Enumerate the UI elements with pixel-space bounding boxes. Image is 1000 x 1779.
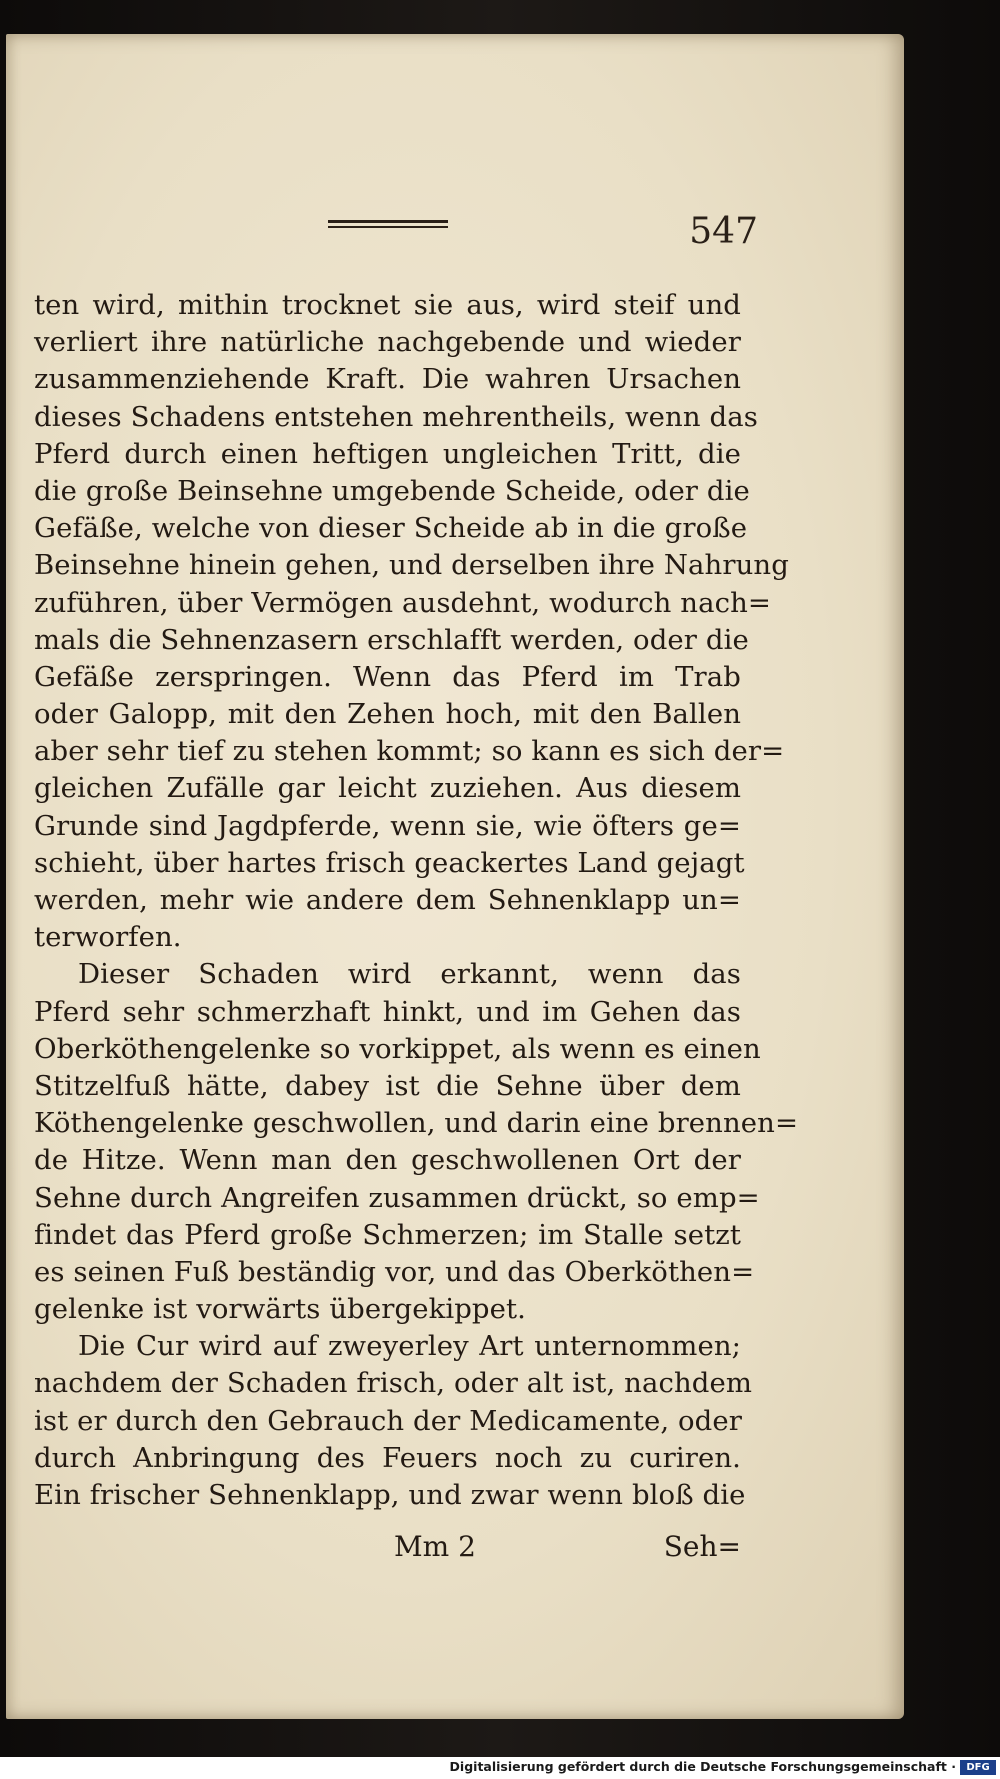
text-line: de Hitze. Wenn man den geschwollenen Ort der: [34, 1144, 741, 1177]
text-line: oder Galopp, mit den Zehen hoch, mit den Ballen: [34, 698, 741, 731]
text-line: schieht, über hartes frisch geackertes Land gejagt: [34, 846, 745, 879]
signature-mark: Mm 2: [394, 1530, 476, 1563]
text-line: terworfen.: [34, 921, 182, 954]
book-page: [6, 34, 904, 1719]
digitization-credit-bar: [0, 1757, 1000, 1779]
text-line: Grunde sind Jagdpferde, wenn sie, wie öfters ge=: [34, 809, 741, 842]
text-line: nachdem der Schaden frisch, oder alt ist, nachdem: [34, 1367, 753, 1400]
text-line: Dieser Schaden wird erkannt, wenn das: [78, 958, 741, 991]
text-body: [34, 287, 799, 1514]
text-line: es seinen Fuß beständig vor, und das Oberköthen=: [34, 1255, 755, 1288]
text-line: die große Beinsehne umgebende Scheide, oder die: [34, 474, 750, 507]
text-line: Pferd sehr schmerzhaft hinkt, und im Gehen das: [34, 995, 741, 1028]
text-line: mals die Sehnenzasern erschlafft werden, oder die: [34, 623, 749, 656]
text-line: Die Cur wird auf zweyerley Art unternommen;: [78, 1330, 741, 1363]
text-line: Gefäße zerspringen. Wenn das Pferd im Trab: [34, 660, 741, 693]
digitization-credit: Digitalisierung gefördert durch die Deutsche Forschungsgemeinschaft ·: [449, 1759, 956, 1774]
text-line: gelenke ist vorwärts übergekippet.: [34, 1293, 527, 1326]
text-line: Sehne durch Angreifen zusammen drückt, so emp=: [34, 1181, 760, 1214]
text-line: Oberköthengelenke so vorkippet, als wenn es einen: [34, 1032, 761, 1065]
text-line: aber sehr tief zu stehen kommt; so kann es sich der=: [34, 735, 785, 768]
text-line: findet das Pferd große Schmerzen; im Stalle setzt: [34, 1218, 741, 1251]
page-footer-line: [34, 1527, 741, 1567]
text-line: durch Anbringung des Feuers noch zu curiren.: [34, 1441, 741, 1474]
page-number: 547: [689, 211, 758, 252]
text-line: zuführen, über Vermögen ausdehnt, wodurch nach=: [34, 586, 772, 619]
dfg-logo: DFG: [960, 1760, 996, 1775]
catchword: Seh=: [663, 1530, 741, 1563]
text-line: ist er durch den Gebrauch der Medicamente, oder: [34, 1404, 743, 1437]
text-line: dieses Schadens entstehen mehrentheils, wenn das: [34, 400, 758, 433]
header-rule: [328, 220, 448, 228]
text-line: ten wird, mithin trocknet sie aus, wird steif und: [34, 289, 741, 321]
text-line: Pferd durch einen heftigen ungleichen Tritt, die: [34, 437, 741, 470]
text-line: gleichen Zufälle gar leicht zuziehen. Aus diesem: [34, 772, 741, 805]
text-line: Ein frischer Sehnenklapp, und zwar wenn bloß die: [34, 1479, 746, 1511]
text-line: Gefäße, welche von dieser Scheide ab in die große: [34, 512, 748, 545]
text-line: Stitzelfuß hätte, dabey ist die Sehne über dem: [34, 1069, 741, 1102]
text-line: werden, mehr wie andere dem Sehnenklapp un=: [34, 884, 741, 916]
text-line: Beinsehne hinein gehen, und derselben ihre Nahrung: [34, 549, 789, 582]
text-line: zusammenziehende Kraft. Die wahren Ursachen: [34, 363, 741, 396]
text-line: Köthengelenke geschwollen, und darin eine brennen=: [34, 1107, 799, 1140]
text-line: verliert ihre natürliche nachgebende und wieder: [34, 326, 741, 359]
